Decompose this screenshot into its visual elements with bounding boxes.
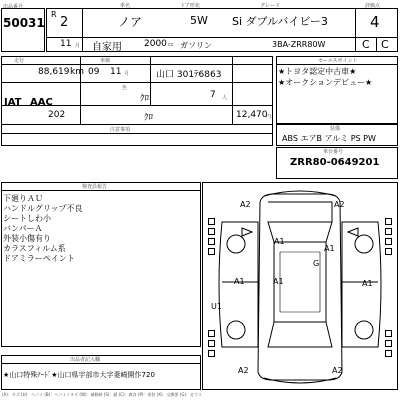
inspection-month: 11	[110, 67, 122, 77]
chassis-number: ZRR80-0649201	[290, 157, 380, 168]
equipment-label: 装備	[330, 126, 341, 132]
damage-legend: (A)：キズ (U)：ヘコミ (B)：ヘコミ＋キズ (W)：補修跡 (S)：錆 (C)：腐食 (P)：塗装 (X)：交換要 (G)：ガラス	[2, 392, 202, 397]
chassis-label: 車台番号	[323, 149, 344, 155]
damage-mark-a2-top-left: A2	[240, 200, 251, 209]
damage-mark-a1-right: A1	[324, 244, 335, 253]
mileage-label: 走行	[14, 58, 25, 64]
auction-score: 4	[370, 13, 380, 31]
exterior-grade: C	[381, 38, 389, 51]
damage-mark-g-center: G	[313, 259, 320, 268]
sales-label: セールスポイント	[318, 58, 358, 64]
door-type: 5W	[190, 14, 208, 27]
door-label: ドア形状	[180, 3, 200, 9]
damage-mark-a1-roof: A1	[274, 237, 285, 246]
recycle-unit: 円	[266, 114, 272, 120]
inspector-label: 検査員報告	[82, 184, 108, 190]
car-name-label: 車名	[120, 3, 131, 9]
aircon: AAC	[30, 97, 53, 108]
inspector-line-3: シートしわ小	[3, 214, 51, 223]
transmission: IAT	[4, 97, 22, 108]
license-plate: 山口 301ﾃ6863	[156, 70, 222, 80]
score-label: 評価点	[365, 3, 381, 9]
lot-label: 出品番号	[3, 4, 24, 10]
seats-unit: 人	[222, 95, 228, 101]
inspector-line-4: バンパーＡ	[3, 224, 43, 233]
displacement: 2000	[144, 39, 167, 49]
color-number: ｸﾛ	[144, 113, 154, 123]
mileage-unit: km	[70, 67, 84, 77]
body-color: ｸﾛ	[140, 94, 150, 104]
inspector-line-1: 下廻りＡＵ	[3, 194, 43, 203]
sales-point-2: ★オークションデビュー★	[278, 78, 373, 87]
grade-label: グレード	[260, 3, 281, 9]
r-mark: R	[51, 10, 57, 19]
month-unit: 月	[75, 43, 81, 49]
inspection-label: 車検	[100, 58, 111, 64]
interior-grade: C	[362, 38, 370, 51]
remarks-label: 出品者記入欄	[70, 357, 101, 363]
car-name: ノア	[118, 15, 143, 29]
damage-mark-a1-lower-center: A1	[273, 277, 284, 286]
damage-mark-a1-lower-right: A1	[362, 279, 373, 288]
length: 202	[48, 110, 66, 120]
lot-number: 50031	[3, 16, 45, 30]
lot-number-box	[1, 8, 45, 52]
inspector-line-6: カラスフィルム系	[3, 244, 66, 253]
equipment-items: ABS エアB アルミ PS PW	[282, 134, 376, 143]
sales-point-1: ★トヨタ認定中古車★	[278, 67, 357, 76]
model-code: 3BA-ZRR80W	[272, 40, 326, 49]
notes-label: 注意事項	[110, 127, 131, 133]
era-year: 2	[60, 15, 69, 30]
inspection-year: 09	[88, 67, 100, 77]
mileage: 88,619	[38, 67, 70, 77]
usage: 自家用	[92, 42, 122, 53]
remarks-text: ★山口特殊ﾅｰﾄﾞ★山口県宇部市大字妻崎開作720	[3, 371, 155, 379]
damage-mark-a2-bottom-right: A2	[332, 366, 343, 375]
fuel: ガソリン	[180, 41, 212, 50]
displacement-unit: cc	[168, 42, 174, 48]
recycle-fee: 12,470	[236, 110, 268, 120]
damage-mark-a1-lower-left: A1	[234, 277, 245, 286]
seats: 7	[210, 90, 216, 100]
inspector-line-5: 外装小傷有り	[3, 234, 51, 243]
damage-mark-a2-bottom-left: A2	[238, 366, 249, 375]
inspector-line-2: ハンドルグリップ不良	[3, 204, 83, 213]
inspector-line-7: ドアミラーペイント	[3, 254, 75, 263]
damage-mark-a2-top-right: A2	[334, 200, 345, 209]
inspection-unit: 月	[124, 71, 130, 77]
color-label: 色	[122, 85, 128, 91]
grade: Si ダブルバイビー3	[232, 15, 328, 28]
damage-mark-u1-left: U1	[211, 302, 222, 311]
month: 11	[60, 39, 72, 49]
